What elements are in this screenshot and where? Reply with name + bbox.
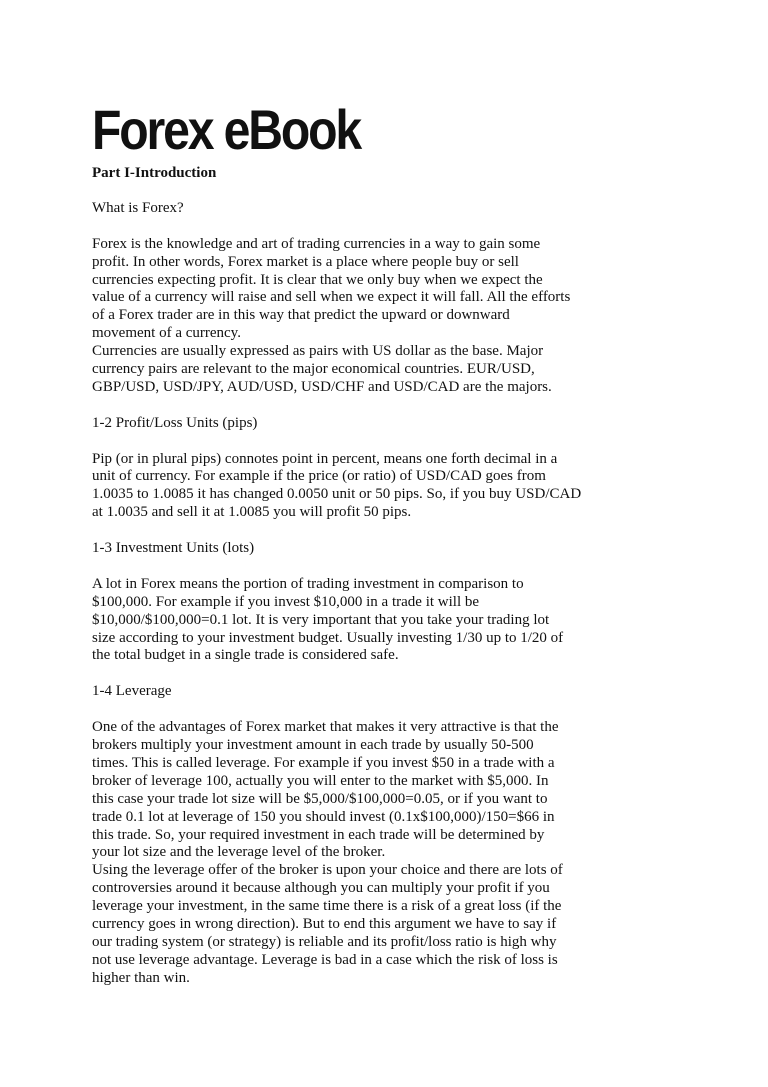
paragraph-line: the total budget in a single trade is considered safe.: [92, 647, 399, 664]
paragraph-line: brokers multiply your investment amount in each trade by usually 50-500: [92, 736, 534, 753]
paragraph-line: Pip (or in plural pips) connotes point in percent, means one forth decimal in a: [92, 450, 558, 467]
paragraph-line: 1.0035 to 1.0085 it has changed 0.0050 unit or 50 pips. So, if you buy USD/CAD: [92, 486, 582, 503]
document-title: Forex eBook: [92, 98, 361, 161]
paragraph-line: not use leverage advantage. Leverage is bad in a case which the risk of loss is: [92, 951, 558, 968]
section-heading: What is Forex?: [92, 199, 184, 216]
document-page: [92, 96, 732, 988]
spacer: [92, 397, 732, 415]
spacer: [92, 218, 732, 236]
section: [92, 540, 732, 683]
paragraph-line: of a Forex trader are in this way that predict the upward or downward: [92, 307, 510, 324]
paragraph-line: at 1.0035 and sell it at 1.0085 you will profit 50 pips.: [92, 504, 412, 521]
section-heading: 1-2 Profit/Loss Units (pips): [92, 414, 258, 431]
section: [92, 415, 732, 540]
spacer: [92, 433, 732, 451]
paragraph-line: $10,000/$100,000=0.1 lot. It is very important that you take your trading lot: [92, 611, 550, 628]
paragraph-line: GBP/USD, USD/JPY, AUD/USD, USD/CHF and USD/CAD are the majors.: [92, 378, 552, 395]
paragraph-line: this case your trade lot size will be $5,000/$100,000=0.05, or if you want to: [92, 790, 548, 807]
paragraph-line: $100,000. For example if you invest $10,000 in a trade it will be: [92, 593, 480, 610]
paragraph-line: your lot size and the leverage level of the broker.: [92, 844, 386, 861]
paragraph-line: trade 0.1 lot at leverage of 150 you should invest (0.1x$100,000)/150=$66 in: [92, 808, 555, 825]
spacer: [92, 558, 732, 576]
document-body: [92, 200, 732, 988]
spacer: [92, 701, 732, 719]
spacer: [92, 522, 732, 540]
part-heading: Part I-Introduction: [92, 165, 217, 181]
paragraph-line: value of a currency will raise and sell when we expect it will fall. All the efforts: [92, 289, 571, 306]
paragraph-line: broker of leverage 100, actually you will enter to the market with $5,000. In: [92, 772, 549, 789]
section: [92, 683, 732, 987]
paragraph-line: controversies around it because although you can multiply your profit if you: [92, 880, 550, 897]
paragraph-line: our trading system (or strategy) is reliable and its profit/loss ratio is high why: [92, 933, 557, 950]
paragraph-line: currency pairs are relevant to the major economical countries. EUR/USD,: [92, 361, 535, 378]
paragraph-line: higher than win.: [92, 969, 190, 986]
paragraph-line: Currencies are usually expressed as pairs with US dollar as the base. Major: [92, 343, 544, 360]
paragraph-line: profit. In other words, Forex market is a place where people buy or sell: [92, 253, 519, 270]
section: [92, 200, 732, 415]
paragraph-line: size according to your investment budget. Usually investing 1/30 up to 1/20 of: [92, 629, 564, 646]
paragraph-line: leverage your investment, in the same time there is a risk of a great loss (if the: [92, 898, 562, 915]
paragraph-line: times. This is called leverage. For example if you invest $50 in a trade with a: [92, 754, 555, 771]
spacer: [92, 665, 732, 683]
section-heading: 1-4 Leverage: [92, 683, 172, 700]
paragraph-line: Forex is the knowledge and art of trading currencies in a way to gain some: [92, 235, 541, 252]
paragraph-line: A lot in Forex means the portion of trading investment in comparison to: [92, 575, 524, 592]
section-heading: 1-3 Investment Units (lots): [92, 540, 255, 557]
paragraph-line: One of the advantages of Forex market that makes it very attractive is that the: [92, 719, 559, 736]
paragraph-line: currencies expecting profit. It is clear that we only buy when we expect the: [92, 271, 543, 288]
paragraph-line: movement of a currency.: [92, 325, 241, 342]
spacer: [92, 182, 732, 200]
paragraph-line: this trade. So, your required investment in each trade will be determined by: [92, 826, 545, 843]
paragraph-line: currency goes in wrong direction). But to end this argument we have to say if: [92, 916, 557, 933]
paragraph-line: Using the leverage offer of the broker is upon your choice and there are lots of: [92, 862, 563, 879]
paragraph-line: unit of currency. For example if the price (or ratio) of USD/CAD goes from: [92, 468, 546, 485]
